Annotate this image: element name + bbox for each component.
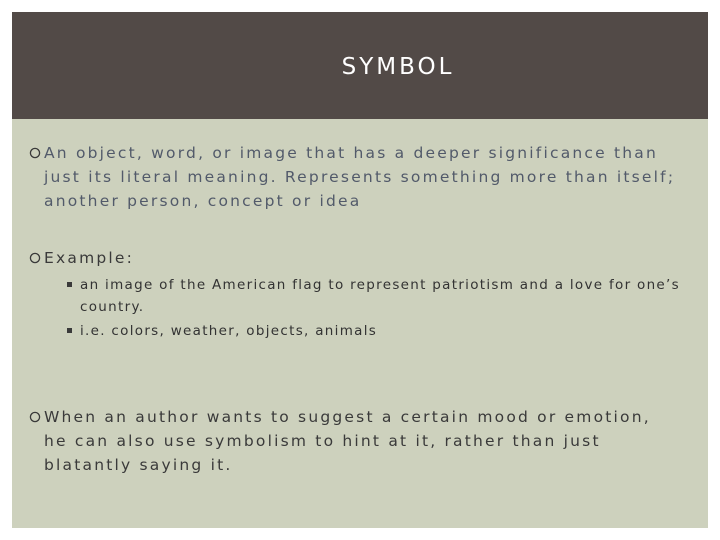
bullet-text: An object, word, or image that has a deeper significance than just its literal meaning. Represents something more than itself; another person, concept or idea — [44, 144, 676, 210]
slide-title: SYMBOL — [341, 54, 455, 80]
sub-bullet-examples-list — [80, 320, 690, 342]
hollow-circle-bullet-icon — [29, 141, 42, 165]
hollow-circle-bullet-icon — [29, 246, 42, 270]
bullet-text: When an author wants to suggest a certain mood or emotion, he can also use symbolism to hint at it, rather than just blatantly saying it. — [44, 408, 651, 474]
sub-bullet-text: an image of the American flag to represent patriotism and a love for one’s country. — [80, 277, 680, 315]
title-bar — [12, 12, 708, 119]
bullet-example — [44, 246, 684, 270]
sub-bullet-flag-example — [80, 274, 690, 318]
sub-bullet-text: i.e. colors, weather, objects, animals — [80, 323, 378, 339]
slide — [12, 12, 708, 528]
bullet-symbol-definition — [44, 141, 684, 213]
bullet-author-mood — [44, 405, 674, 477]
hollow-circle-bullet-icon — [29, 405, 42, 429]
square-bullet-icon — [67, 328, 72, 333]
bullet-text: Example: — [44, 249, 135, 267]
square-bullet-icon — [67, 282, 72, 287]
